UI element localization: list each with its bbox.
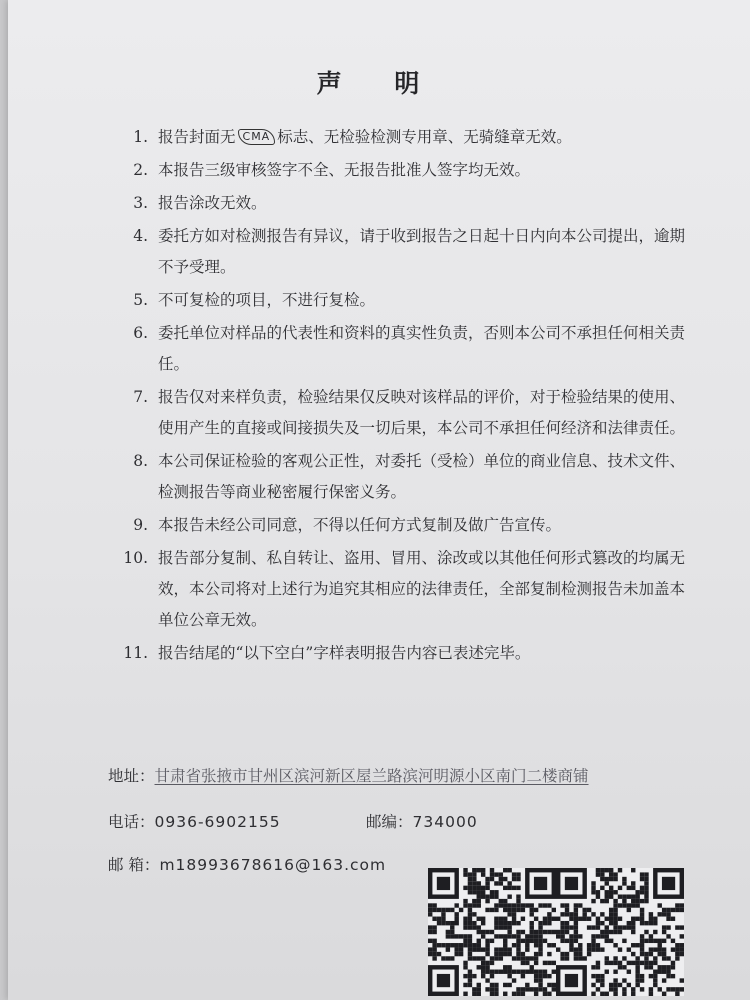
item-number: 10. [123,549,148,567]
address-label: 地址： [108,767,155,785]
email-label: 邮 箱： [108,856,160,874]
page-title: 声 明 [316,69,442,98]
postcode-line [366,810,478,832]
item-text-pre: 报告封面无 [158,128,236,146]
email-value: m18993678616@163.com [159,856,387,874]
list-item [106,285,686,316]
item-text: 本公司保证检验的客观公正性，对委托（受检）单位的商业信息、技术文件、检测报告等商业秘密履行保密义务。 [158,452,686,501]
item-text: 委托方如对检测报告有异议，请于收到报告之日起十日内向本公司提出，逾期不予受理。 [158,227,686,276]
item-text-post: 标志、无检验检测专用章、无骑缝章无效。 [277,128,572,146]
item-text: 不可复检的项目，不进行复检。 [158,291,376,309]
item-text: 委托单位对样品的代表性和资料的真实性负责，否则本公司不承担任何相关责任。 [158,324,686,373]
item-number: 3. [133,194,148,212]
item-number: 6. [133,324,148,342]
item-text: 报告仅对来样负责，检验结果仅反映对该样品的评价，对于检验结果的使用、使用产生的直接或间接损失及一切后果，本公司不承担任何经济和法律责任。 [158,388,686,437]
item-text: 报告部分复制、私自转让、盗用、冒用、涂改或以其他任何形式篡改的均属无效，本公司将对上述行为追究其相应的法律责任，全部复制检测报告未加盖本单位公章无效。 [158,549,686,629]
item-text: 报告涂改无效。 [158,194,267,212]
list-item [106,543,686,636]
phone-label: 电话： [108,813,155,831]
list-item [106,638,686,669]
list-item [106,446,686,508]
list-item [106,382,686,444]
item-number: 1. [133,128,148,146]
item-number: 9. [133,516,148,534]
list-item [106,155,686,186]
list-item [106,510,686,541]
address-value: 甘肃省张掖市甘州区滨河新区屋兰路滨河明源小区南门二楼商铺 [154,767,589,785]
item-number: 5. [133,291,148,309]
phone-line [108,810,281,832]
item-number: 4. [133,227,148,245]
phone-value: 0936-6902155 [154,813,281,831]
list-item [106,318,686,380]
list-item [106,188,686,219]
postcode-value: 734000 [412,813,478,831]
item-number: 11. [123,644,148,662]
item-text: 本报告三级审核签字不全、无报告批准人签字均无效。 [158,161,531,179]
qr-code-icon [428,868,556,996]
list-item [106,122,686,153]
item-number: 7. [133,388,148,406]
list-item [106,221,686,283]
qr-code-icon [556,868,684,996]
item-text: 本报告未经公司同意，不得以任何方式复制及做广告宣传。 [158,516,562,534]
postcode-label: 邮编： [366,813,413,831]
cma-logo-icon: CMA [238,129,276,145]
item-number: 8. [133,452,148,470]
declaration-list [106,122,686,671]
item-text: 报告结尾的“以下空白”字样表明报告内容已表述完毕。 [158,644,531,662]
item-text [158,122,686,153]
document-page [8,0,750,1000]
email-line [108,853,386,875]
address-line [108,764,589,786]
item-number: 2. [133,161,148,179]
